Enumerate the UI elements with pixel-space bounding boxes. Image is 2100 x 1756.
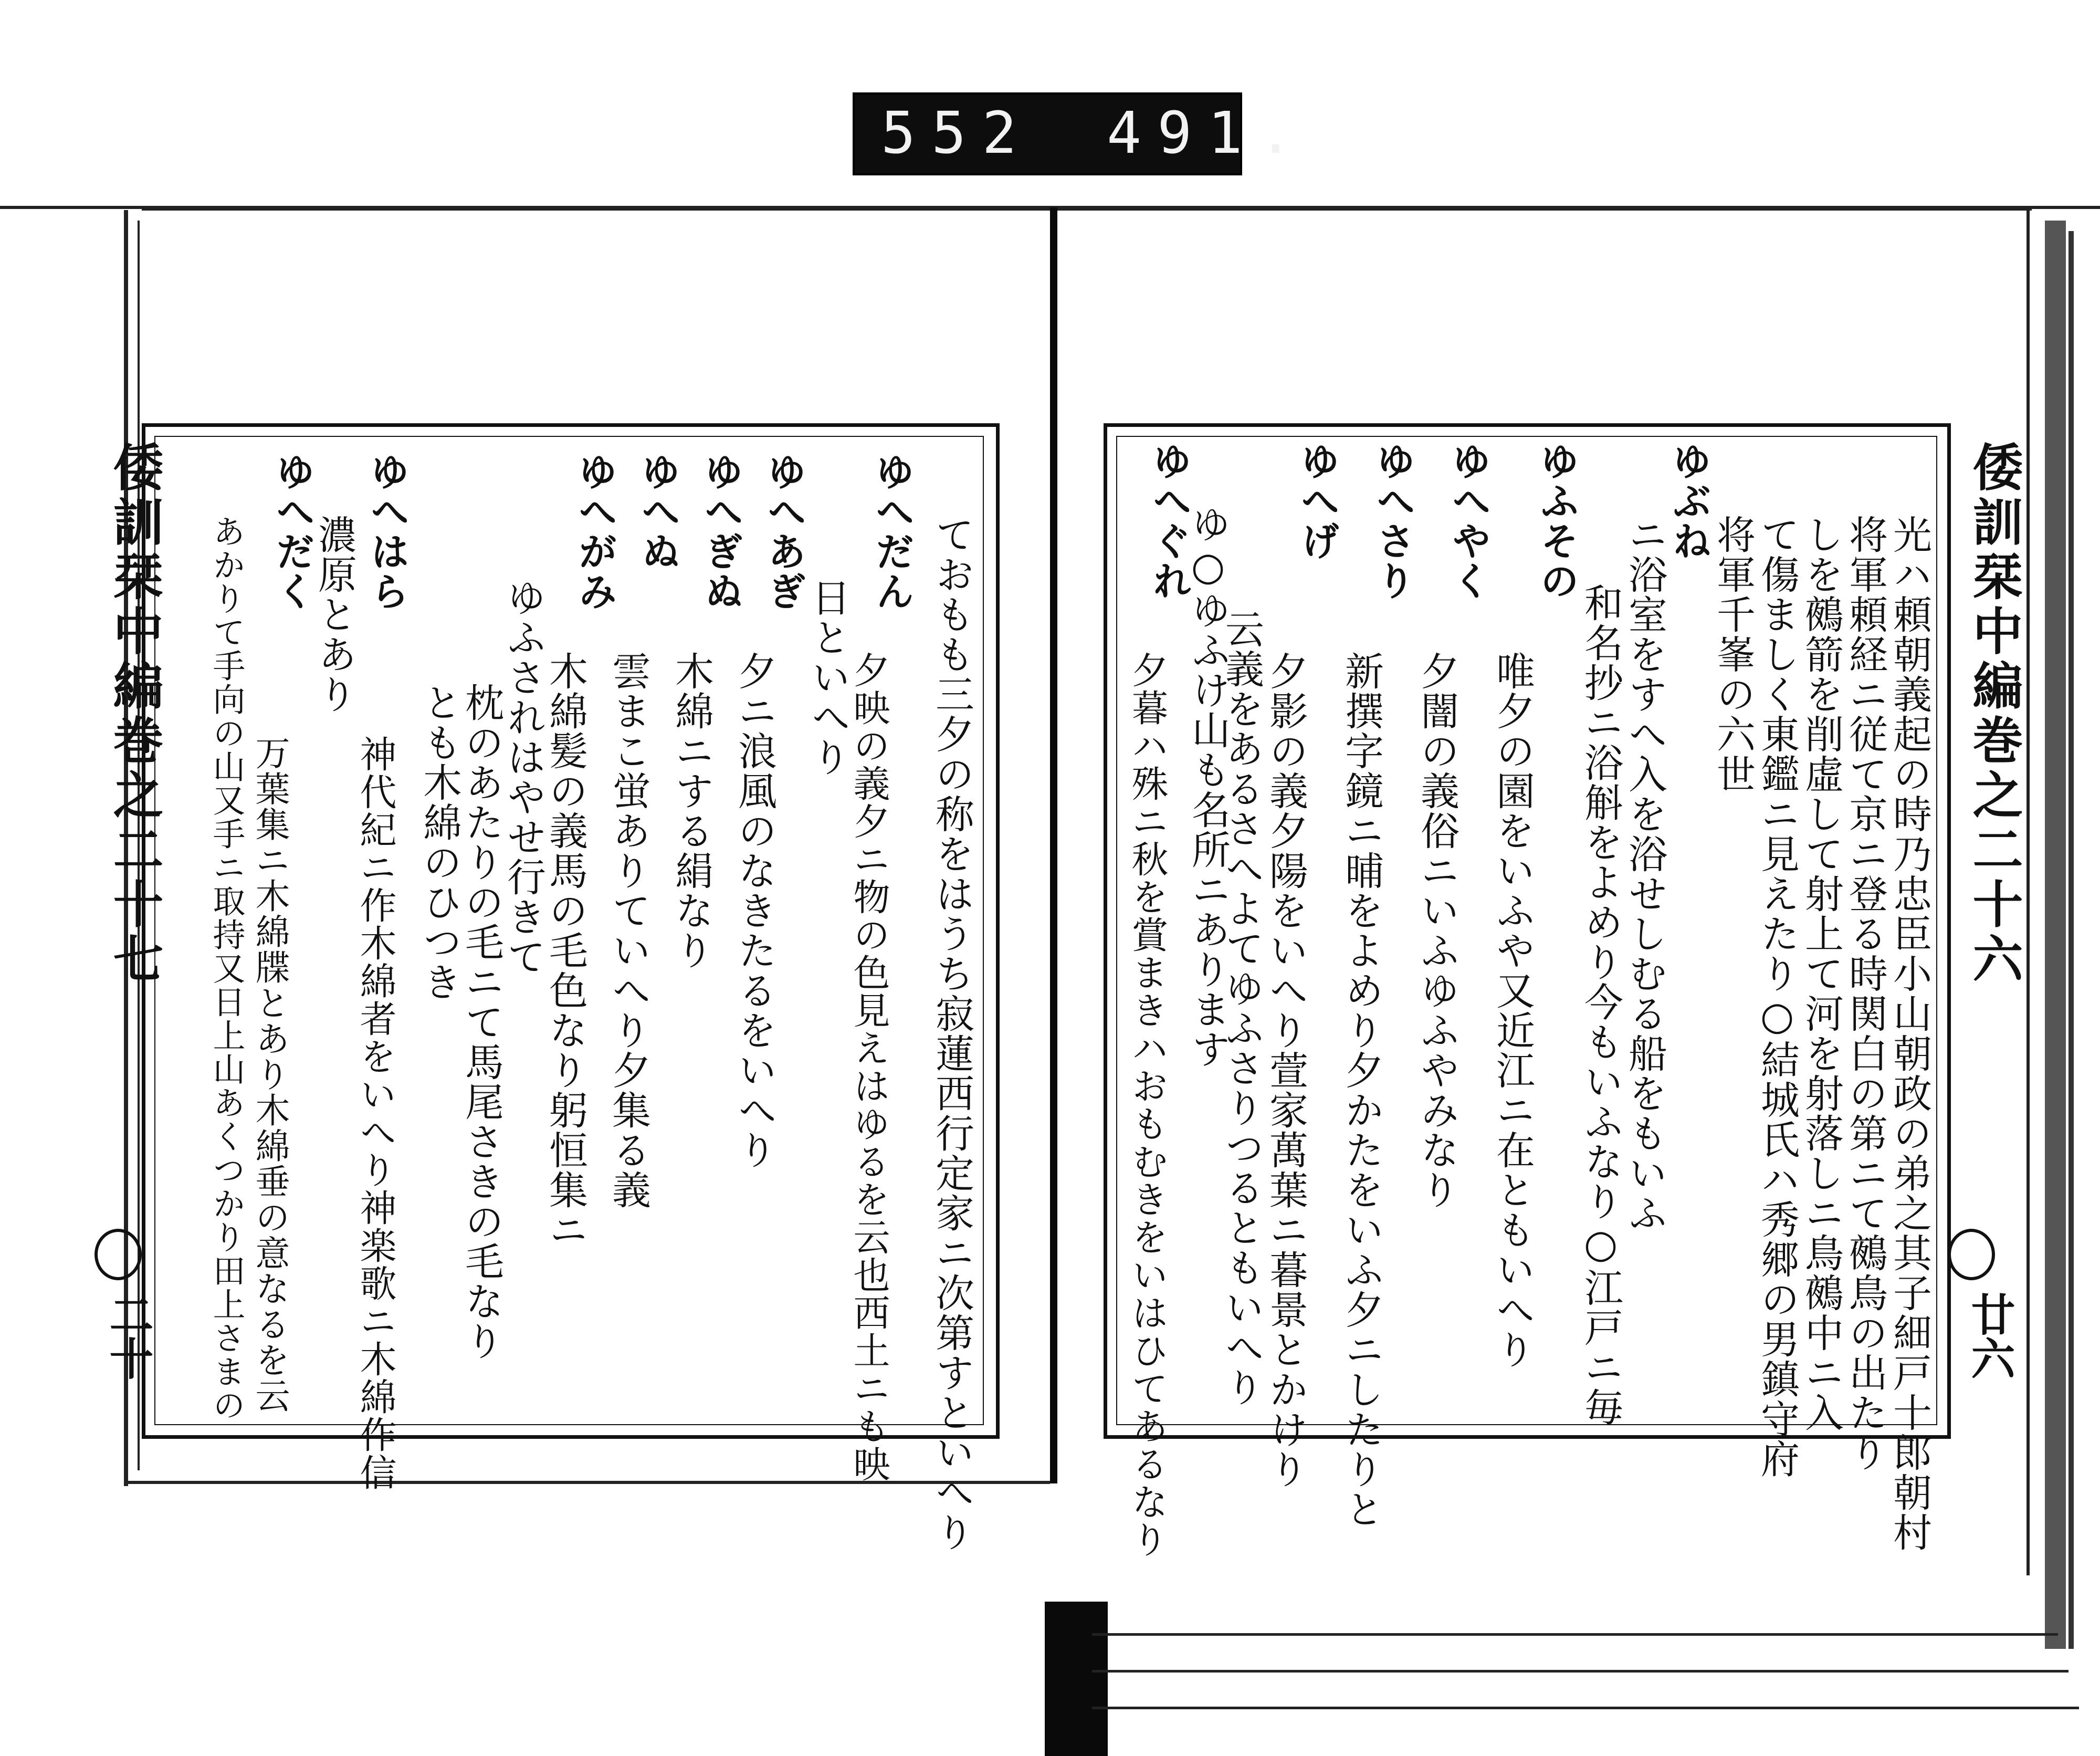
right-page-circle-mark bbox=[1948, 1229, 1995, 1280]
book-top-edge-inner bbox=[142, 209, 2032, 211]
entry-headword: ゆへげ bbox=[1295, 441, 1340, 561]
left-page-circle-mark bbox=[94, 1229, 142, 1280]
text-column: 神代紀ニ作木綿者をいへり神楽歌ニ木綿作信 bbox=[354, 735, 397, 1491]
text-column: 万葉集ニ木綿牒とあり木綿垂の意なるを云 bbox=[249, 735, 290, 1414]
text-column: とも木綿のひつき bbox=[417, 683, 462, 1002]
text-column: 夕闇の義俗ニいふゆふやみなり bbox=[1414, 651, 1460, 1210]
text-column: 和名抄ニ浴斛をよめり今もいふなり○江戸ニ毎 bbox=[1578, 583, 1623, 1427]
right-margin-title: 倭訓栞中編巻之二十六 bbox=[1965, 441, 2024, 987]
text-column: 唯夕の園をいふや又近江ニ在ともいへり bbox=[1490, 651, 1535, 1370]
right-page-stack-edge bbox=[2068, 231, 2074, 1649]
right-bottom-edge-2 bbox=[1092, 1670, 2068, 1673]
right-page-stack bbox=[2045, 221, 2066, 1649]
text-column: 将軍千峯の六世 bbox=[1710, 515, 1756, 794]
label-left-number: 552 bbox=[881, 99, 1033, 166]
text-column: 夕映の義夕ニ物の色見えはゆるを云也西土ニも映 bbox=[847, 651, 890, 1483]
entry-headword: ゆへぎぬ bbox=[698, 452, 743, 611]
right-bottom-edge-1 bbox=[1092, 1633, 2058, 1636]
text-column: 新撰字鏡ニ晡をよめり夕かたをいふ夕ニしたりと bbox=[1339, 651, 1384, 1529]
text-column: 木綿髪の義馬の毛色なり躬恒集ニ bbox=[543, 651, 588, 1250]
left-margin-title: 倭訓栞中編巻之二十七 bbox=[105, 441, 164, 987]
entry-headword: ゆへだく bbox=[270, 452, 315, 611]
text-column: 濃原とあり bbox=[312, 515, 357, 714]
entry-headword: ゆへぬ bbox=[635, 452, 680, 571]
entry-headword: ゆへさり bbox=[1370, 441, 1415, 601]
text-column: ニ浴室をすへ入を浴せしむる船をもいふ bbox=[1622, 515, 1667, 1233]
text-column: 光ハ頼朝義起の時乃忠臣小山朝政の弟之其子細戸十郎朝村 bbox=[1887, 515, 1932, 1552]
text-column: あかりて手向の山又手ニ取持又日上山あくつかり田上さまの bbox=[207, 515, 246, 1422]
entry-headword: ゆふその bbox=[1534, 441, 1579, 601]
entry-headword: ゆへやく bbox=[1446, 441, 1491, 601]
right-bottom-edge-3 bbox=[1092, 1707, 2079, 1709]
label-right-number: 491. bbox=[1107, 99, 1309, 166]
left-margin-page-number: 二十 bbox=[102, 1292, 154, 1380]
gutter-line bbox=[1050, 207, 1057, 1483]
entry-headword: ゆぶね bbox=[1666, 441, 1712, 561]
text-column: しを鵺箭を削虛して射上て河を射落しニ鳥鵺中ニ入 bbox=[1799, 515, 1844, 1433]
gutter-shadow bbox=[1045, 1602, 1108, 1756]
text-column: 云義をあるさへよてゆふさりつるともいへり bbox=[1219, 609, 1264, 1407]
text-column: 日といへり bbox=[805, 578, 850, 777]
text-column: 木綿ニする絹なり bbox=[669, 651, 714, 970]
right-margin-page-number: 廿六 bbox=[1964, 1292, 2016, 1380]
entry-headword: ゆへぐれ bbox=[1147, 441, 1192, 601]
text-column: ゆ○ゆふけ山も名所ニあります bbox=[1185, 504, 1231, 1069]
text-column: 雲まこ蛍ありていへり夕集る義 bbox=[606, 651, 651, 1210]
entry-headword: ゆへだん bbox=[869, 452, 915, 611]
text-column: ゆふされはやせ行きて bbox=[501, 578, 546, 977]
text-column: ておもも三夕の称をはうち寂蓮西行定家ニ次第すといへり bbox=[929, 515, 974, 1552]
text-column: 枕のあたりの毛ニて馬尾さきの毛なり bbox=[459, 683, 504, 1361]
entry-headword: ゆへあぎ bbox=[761, 452, 806, 611]
entry-headword: ゆへはら bbox=[364, 452, 410, 611]
text-column: 夕影の義夕陽をいへり萱家萬葉ニ暮景とかけり bbox=[1263, 651, 1308, 1489]
left-bottom-edge bbox=[126, 1481, 1050, 1484]
text-column: 夕暮ハ殊ニ秋を賞まきハおもむきをいはひてあるなり bbox=[1126, 651, 1169, 1559]
text-column: 夕ニ浪風のなきたるをいへり bbox=[732, 651, 777, 1170]
archive-label bbox=[853, 92, 1309, 175]
text-column: 将軍頼経ニ従て京ニ登る時関白の第ニて鵺鳥の出たり bbox=[1843, 515, 1888, 1472]
text-column: て傷ましく東鑑ニ見えたり○結城氏ハ秀郷の男鎮守府 bbox=[1755, 515, 1800, 1479]
entry-headword: ゆへがみ bbox=[572, 452, 617, 611]
